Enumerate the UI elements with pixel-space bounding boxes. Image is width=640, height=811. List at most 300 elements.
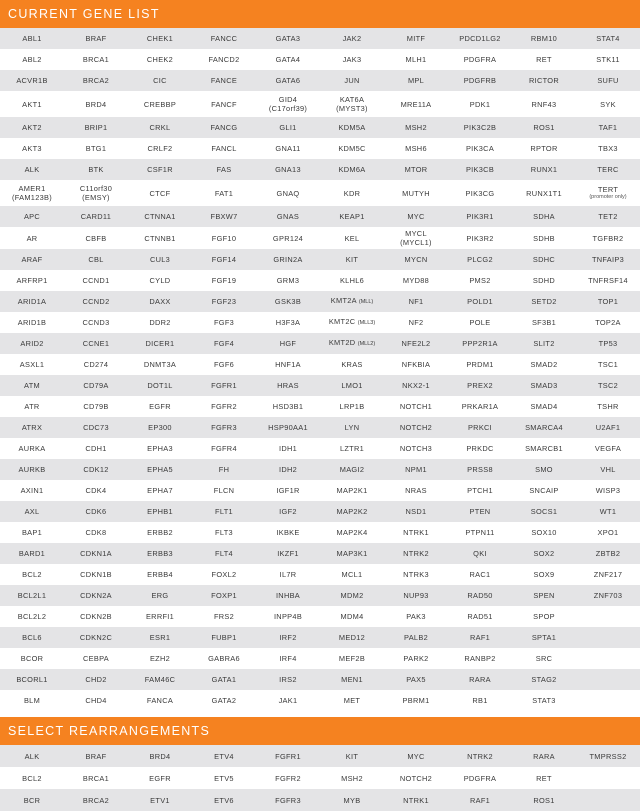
gene-cell xyxy=(128,396,192,417)
select-rearrangements-header xyxy=(0,717,640,745)
gene-cell xyxy=(64,291,128,312)
gene-cell xyxy=(0,767,64,789)
gene-name: CDKN1B xyxy=(80,570,112,579)
gene-name: BRCA1 xyxy=(82,55,110,64)
gene-cell xyxy=(512,138,576,159)
gene-name: CBFB xyxy=(85,233,107,243)
gene-cell xyxy=(384,543,448,564)
gene-cell xyxy=(512,227,576,249)
gene-name: BRD4 xyxy=(85,99,107,109)
gene-cell xyxy=(320,91,384,117)
gene-name: MEF2B xyxy=(338,654,366,663)
gene-name: NF1 xyxy=(408,297,424,306)
gene-cell xyxy=(512,333,576,354)
gene-cell xyxy=(64,438,128,459)
gene-name: GID4 xyxy=(278,95,298,104)
gene-cell xyxy=(64,312,128,333)
gene-cell xyxy=(256,354,320,375)
gene-name: MDM2 xyxy=(340,591,364,600)
gene-cell xyxy=(64,70,128,91)
gene-cell xyxy=(384,249,448,270)
gene-cell xyxy=(576,564,640,585)
gene-cell xyxy=(128,312,192,333)
gene-cell xyxy=(448,648,512,669)
gene-name: NTRK2 xyxy=(467,751,493,761)
gene-cell xyxy=(256,70,320,91)
gene-cell xyxy=(384,606,448,627)
gene-alias: (FAM123B) xyxy=(11,193,53,202)
gene-name: MPL xyxy=(407,76,425,85)
gene-name: NSD1 xyxy=(405,507,427,516)
gene-name: AMER1 xyxy=(18,184,46,193)
gene-cell xyxy=(192,438,256,459)
gene-cell xyxy=(448,606,512,627)
gene-name: EPHB1 xyxy=(147,507,173,516)
gene-name: DDR2 xyxy=(149,318,171,327)
gene-name: NTRK1 xyxy=(403,528,429,537)
gene-cell xyxy=(0,690,64,711)
gene-cell xyxy=(192,227,256,249)
gene-name: PIK3C2B xyxy=(463,123,497,132)
gene-name: GATA6 xyxy=(275,76,301,85)
gene-cell xyxy=(320,627,384,648)
gene-name: BRCA2 xyxy=(82,795,110,805)
gene-cell xyxy=(384,117,448,138)
gene-name: SNCAIP xyxy=(529,486,559,495)
gene-name: PALB2 xyxy=(404,633,428,642)
gene-name: RUNX1T1 xyxy=(526,188,562,198)
gene-name: SMAD2 xyxy=(530,360,558,369)
gene-cell xyxy=(192,270,256,291)
gene-cell xyxy=(448,627,512,648)
gene-cell xyxy=(64,669,128,690)
gene-name: RAF1 xyxy=(469,795,491,805)
gene-name: MYB xyxy=(343,795,361,805)
gene-name: CTNNA1 xyxy=(144,212,176,221)
gene-name: MSH6 xyxy=(405,144,427,153)
gene-name: MYCL xyxy=(405,229,427,238)
gene-cell xyxy=(128,375,192,396)
gene-name: PTEN xyxy=(469,507,491,516)
gene-cell xyxy=(384,91,448,117)
gene-name: PIK3CB xyxy=(465,165,495,174)
gene-cell xyxy=(448,669,512,690)
gene-name: CDKN1A xyxy=(80,549,112,558)
gene-cell xyxy=(512,249,576,270)
gene-cell xyxy=(576,438,640,459)
gene-name: CD79A xyxy=(83,381,109,390)
gene-name: IRF2 xyxy=(279,633,297,642)
gene-name: TSC2 xyxy=(597,381,619,390)
gene-name: IDH1 xyxy=(278,444,298,453)
gene-cell xyxy=(192,312,256,333)
gene-name: RICTOR xyxy=(529,76,559,85)
gene-name: MITF xyxy=(406,34,426,43)
gene-name: GABRA6 xyxy=(208,654,240,663)
gene-name: ERG xyxy=(151,591,169,600)
gene-cell xyxy=(576,117,640,138)
gene-cell xyxy=(448,745,512,767)
gene-cell xyxy=(320,669,384,690)
gene-cell xyxy=(128,333,192,354)
gene-name: DICER1 xyxy=(145,339,175,348)
gene-name: GLI1 xyxy=(279,123,297,132)
gene-cell xyxy=(64,543,128,564)
gene-cell xyxy=(576,49,640,70)
gene-cell xyxy=(448,227,512,249)
gene-name: RARA xyxy=(533,751,555,761)
gene-name: FGFR4 xyxy=(211,444,237,453)
gene-name: MYD88 xyxy=(402,276,430,285)
gene-cell xyxy=(0,49,64,70)
gene-cell xyxy=(512,91,576,117)
gene-cell xyxy=(576,206,640,227)
gene-cell xyxy=(256,585,320,606)
gene-cell xyxy=(64,354,128,375)
gene-cell xyxy=(512,606,576,627)
gene-name: ARID1A xyxy=(17,297,47,306)
gene-cell xyxy=(512,745,576,767)
gene-name: TAF1 xyxy=(598,123,618,132)
gene-name: MRE11A xyxy=(400,99,432,109)
gene-name: CDC73 xyxy=(83,423,109,432)
gene-cell xyxy=(192,159,256,180)
gene-cell xyxy=(448,564,512,585)
gene-cell xyxy=(576,312,640,333)
gene-cell xyxy=(128,180,192,206)
gene-name: BCORL1 xyxy=(16,675,48,684)
gene-cell xyxy=(448,180,512,206)
gene-cell xyxy=(128,117,192,138)
gene-name: MAGI2 xyxy=(339,465,365,474)
gene-name: KDR xyxy=(343,188,361,198)
gene-name: PDGFRA xyxy=(463,773,497,783)
gene-name: CCND1 xyxy=(82,276,110,285)
gene-cell xyxy=(448,291,512,312)
gene-cell xyxy=(192,669,256,690)
gene-name: ETV1 xyxy=(150,795,170,805)
gene-name: GATA3 xyxy=(275,34,301,43)
gene-name: RARA xyxy=(469,675,491,684)
gene-cell xyxy=(320,438,384,459)
gene-alias: (C17orf39) xyxy=(268,104,308,113)
gene-name: JAK2 xyxy=(342,34,362,43)
gene-cell xyxy=(256,417,320,438)
gene-name: AR xyxy=(26,233,38,243)
gene-cell xyxy=(192,206,256,227)
gene-cell xyxy=(64,91,128,117)
gene-cell xyxy=(448,159,512,180)
gene-name: FUBP1 xyxy=(211,633,237,642)
gene-name: SOX9 xyxy=(533,570,555,579)
gene-name: ARID2 xyxy=(20,339,44,348)
gene-cell xyxy=(128,564,192,585)
gene-cell xyxy=(576,396,640,417)
gene-name: TNFRSF14 xyxy=(588,276,628,285)
gene-name: PRKDC xyxy=(466,444,494,453)
gene-cell xyxy=(576,159,640,180)
gene-cell xyxy=(64,606,128,627)
gene-name: MET xyxy=(343,696,361,705)
gene-name: FLT1 xyxy=(215,507,233,516)
gene-cell xyxy=(320,396,384,417)
gene-cell xyxy=(192,249,256,270)
gene-name: MAP2K4 xyxy=(336,528,368,537)
gene-cell xyxy=(512,28,576,49)
gene-cell xyxy=(384,312,448,333)
gene-cell xyxy=(0,91,64,117)
gene-name: FOXL2 xyxy=(211,570,237,579)
gene-cell xyxy=(0,249,64,270)
gene-name: TMPRSS2 xyxy=(589,751,627,761)
gene-name: TET2 xyxy=(598,212,618,221)
gene-cell xyxy=(128,206,192,227)
gene-cell xyxy=(576,690,640,711)
gene-cell xyxy=(512,70,576,91)
gene-cell xyxy=(192,354,256,375)
gene-cell xyxy=(256,91,320,117)
gene-cell xyxy=(384,745,448,767)
gene-cell xyxy=(448,49,512,70)
gene-name: LMO1 xyxy=(341,381,363,390)
gene-name: SPEN xyxy=(533,591,555,600)
gene-name: RET xyxy=(536,55,552,64)
gene-name: CDKN2B xyxy=(80,612,112,621)
gene-name: FGFR2 xyxy=(275,773,301,783)
gene-cell xyxy=(576,459,640,480)
gene-cell xyxy=(128,501,192,522)
gene-cell xyxy=(0,396,64,417)
rearrangements-table xyxy=(0,745,640,811)
gene-name: RAD51 xyxy=(467,612,493,621)
gene-cell xyxy=(320,159,384,180)
gene-cell xyxy=(384,138,448,159)
gene-cell xyxy=(128,249,192,270)
gene-cell xyxy=(576,291,640,312)
gene-cell xyxy=(192,117,256,138)
gene-cell xyxy=(576,501,640,522)
gene-name: KDM5A xyxy=(338,123,366,132)
gene-name: DAXX xyxy=(149,297,171,306)
gene-name: RUNX1 xyxy=(530,165,558,174)
gene-name: TOP2A xyxy=(595,318,621,327)
gene-cell xyxy=(320,333,384,354)
gene-name: BCOR xyxy=(20,654,44,663)
gene-name: BRD4 xyxy=(149,751,171,761)
gene-cell xyxy=(192,70,256,91)
gene-cell xyxy=(192,138,256,159)
gene-cell xyxy=(256,543,320,564)
gene-name: PDGFRA xyxy=(463,55,497,64)
gene-cell xyxy=(576,227,640,249)
gene-name: FLT4 xyxy=(215,549,233,558)
gene-name: CDKN2A xyxy=(80,591,112,600)
gene-name: NFKBIA xyxy=(401,360,431,369)
gene-cell xyxy=(448,501,512,522)
gene-name: SDHD xyxy=(532,276,556,285)
gene-cell xyxy=(256,206,320,227)
gene-cell xyxy=(448,117,512,138)
gene-name: INHBA xyxy=(275,591,301,600)
gene-cell xyxy=(576,138,640,159)
gene-name: STK11 xyxy=(596,55,620,64)
gene-cell xyxy=(64,375,128,396)
gene-cell xyxy=(512,206,576,227)
gene-cell xyxy=(0,564,64,585)
gene-name: RAF1 xyxy=(469,633,491,642)
gene-name: KDM6A xyxy=(338,165,366,174)
gene-cell xyxy=(64,249,128,270)
gene-name: POLD1 xyxy=(467,297,493,306)
gene-cell xyxy=(320,606,384,627)
gene-name: VHL xyxy=(600,465,616,474)
gene-cell xyxy=(320,117,384,138)
gene-name: AKT3 xyxy=(22,144,42,153)
gene-cell xyxy=(512,438,576,459)
gene-cell xyxy=(256,501,320,522)
gene-name: INPP4B xyxy=(273,612,303,621)
gene-cell xyxy=(0,459,64,480)
gene-cell xyxy=(256,396,320,417)
gene-name: BCL2L1 xyxy=(17,591,47,600)
gene-cell xyxy=(0,333,64,354)
gene-cell xyxy=(320,767,384,789)
gene-name: TERC xyxy=(597,165,619,174)
gene-name: ZBTB2 xyxy=(595,549,621,558)
gene-cell xyxy=(128,767,192,789)
gene-name: PMS2 xyxy=(469,276,491,285)
gene-cell xyxy=(128,648,192,669)
gene-name: FLCN xyxy=(213,486,235,495)
gene-name: APC xyxy=(23,212,41,221)
gene-cell xyxy=(448,138,512,159)
gene-name: CBL xyxy=(88,255,104,264)
gene-cell xyxy=(192,396,256,417)
gene-cell xyxy=(256,669,320,690)
gene-cell xyxy=(192,375,256,396)
gene-name: ATR xyxy=(24,402,40,411)
gene-cell xyxy=(128,606,192,627)
gene-cell xyxy=(320,543,384,564)
gene-name: IRF4 xyxy=(279,654,297,663)
gene-cell xyxy=(512,543,576,564)
gene-name: NOTCH3 xyxy=(399,444,433,453)
gene-alias: (MYCL1) xyxy=(400,238,432,247)
gene-cell xyxy=(64,690,128,711)
gene-name: NOTCH2 xyxy=(399,773,433,783)
gene-name: KAT6A xyxy=(339,95,365,104)
gene-name: GATA4 xyxy=(275,55,301,64)
gene-name: PRKCI xyxy=(467,423,493,432)
gene-cell xyxy=(64,789,128,811)
gene-name: FANCE xyxy=(210,76,238,85)
gene-cell xyxy=(384,270,448,291)
gene-name: BARD1 xyxy=(18,549,46,558)
gene-cell xyxy=(320,459,384,480)
gene-name: JAK3 xyxy=(342,55,362,64)
gene-alias: (promoter only) xyxy=(589,194,627,200)
gene-cell xyxy=(576,648,640,669)
gene-name: BRIP1 xyxy=(84,123,108,132)
gene-name: SDHB xyxy=(533,233,555,243)
gene-cell xyxy=(192,606,256,627)
gene-name: EPHA5 xyxy=(147,465,173,474)
gene-cell xyxy=(384,417,448,438)
gene-name: RNF43 xyxy=(531,99,557,109)
gene-cell xyxy=(256,564,320,585)
gene-name: ERBB4 xyxy=(147,570,173,579)
gene-cell xyxy=(128,28,192,49)
gene-cell xyxy=(512,627,576,648)
gene-name: SOX10 xyxy=(531,528,557,537)
gene-cell xyxy=(512,291,576,312)
gene-name: ESR1 xyxy=(149,633,171,642)
gene-name: KIT xyxy=(345,751,359,761)
gene-name: PIK3R2 xyxy=(466,233,494,243)
gene-name: CEBPA xyxy=(82,654,109,663)
gene-name: PIK3CA xyxy=(465,144,495,153)
gene-cell xyxy=(0,28,64,49)
gene-cell xyxy=(320,312,384,333)
gene-name: BCL2L2 xyxy=(17,612,47,621)
gene-cell xyxy=(64,227,128,249)
gene-cell xyxy=(64,28,128,49)
gene-cell xyxy=(192,522,256,543)
gene-cell xyxy=(512,480,576,501)
gene-name: AKT2 xyxy=(22,123,42,132)
gene-name: BRCA2 xyxy=(82,76,110,85)
gene-cell xyxy=(320,180,384,206)
gene-cell xyxy=(0,159,64,180)
gene-name: CYLD xyxy=(149,276,171,285)
gene-name: MAP2K1 xyxy=(336,486,368,495)
gene-cell xyxy=(192,543,256,564)
gene-cell xyxy=(448,249,512,270)
gene-cell xyxy=(0,206,64,227)
gene-name: FGFR1 xyxy=(211,381,237,390)
gene-name: TGFBR2 xyxy=(592,233,624,243)
gene-name: RPTOR xyxy=(530,144,558,153)
gene-cell xyxy=(256,159,320,180)
gene-cell xyxy=(512,564,576,585)
gene-cell xyxy=(448,417,512,438)
gene-cell xyxy=(192,789,256,811)
gene-name: MDM4 xyxy=(340,612,364,621)
gene-name: PRKAR1A xyxy=(461,402,499,411)
select-rearrangements-title: SELECT REARRANGEMENTS xyxy=(8,724,211,738)
gene-cell xyxy=(320,70,384,91)
gene-cell xyxy=(576,417,640,438)
gene-name: CDK8 xyxy=(85,528,107,537)
gene-name: SRC xyxy=(535,654,553,663)
gene-cell xyxy=(128,627,192,648)
gene-name: HGF xyxy=(279,339,297,348)
gene-name: EGFR xyxy=(149,773,171,783)
gene-name: TNFAIP3 xyxy=(591,255,625,264)
gene-name: MAP3K1 xyxy=(336,549,368,558)
gene-name: FBXW7 xyxy=(210,212,238,221)
gene-cell xyxy=(128,227,192,249)
gene-cell xyxy=(64,396,128,417)
gene-name: CCNE1 xyxy=(82,339,110,348)
gene-cell xyxy=(384,585,448,606)
gene-cell xyxy=(576,375,640,396)
gene-cell xyxy=(512,789,576,811)
gene-cell xyxy=(320,585,384,606)
gene-name: MED12 xyxy=(338,633,366,642)
gene-cell xyxy=(192,501,256,522)
gene-cell xyxy=(256,180,320,206)
